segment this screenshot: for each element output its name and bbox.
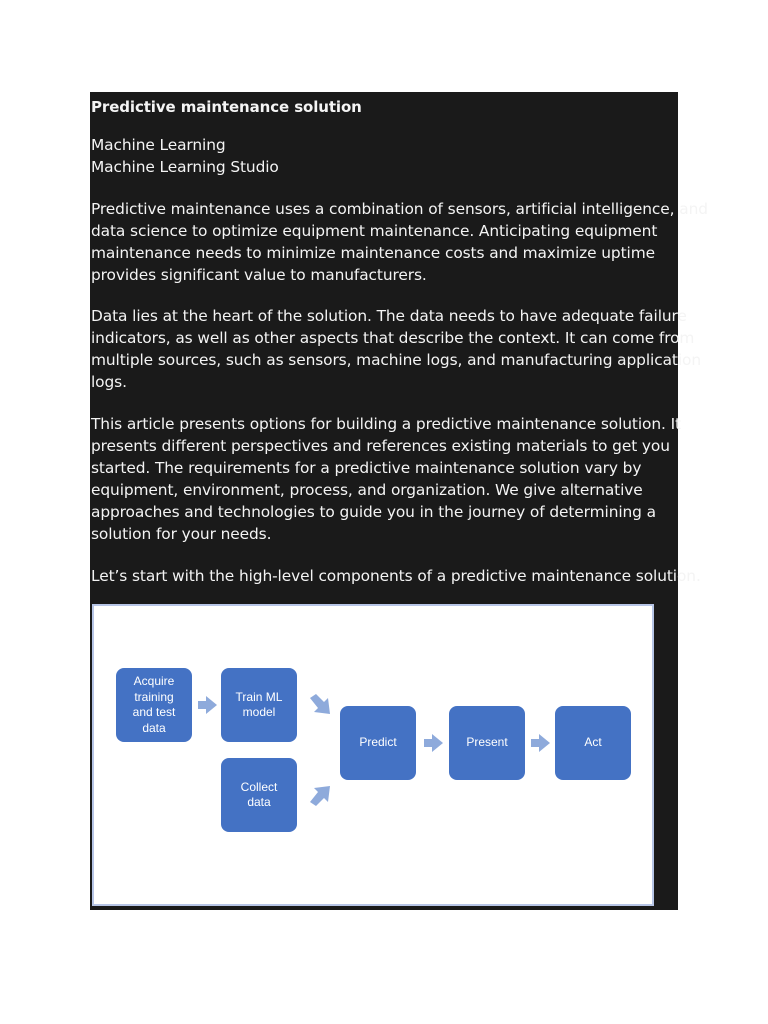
paragraph-line: multiple sources, such as sensors, machine logs, and manufacturing application — [91, 351, 701, 369]
node-collect-data — [221, 758, 297, 832]
paragraph-line: indicators, as well as other aspects that describe the context. It can come from — [91, 329, 695, 347]
arrow-down-right-icon — [308, 692, 334, 718]
paragraph-line: provides significant value to manufacturers. — [91, 266, 427, 284]
category-tag: Machine Learning — [91, 136, 226, 154]
process-diagram — [92, 604, 654, 906]
node-act — [555, 706, 631, 780]
node-label: Acquire — [133, 674, 175, 688]
page-title: Predictive maintenance solution — [91, 98, 362, 116]
node-label: Present — [466, 735, 508, 750]
paragraph-line: Data lies at the heart of the solution. The data needs to have adequate failure — [91, 307, 687, 325]
node-label: Train ML — [235, 689, 283, 704]
node-label: Act — [584, 735, 602, 750]
node-acquire-data — [116, 668, 192, 742]
paragraph-line: This article presents options for building a predictive maintenance solution. It — [91, 415, 681, 433]
paragraph-line: approaches and technologies to guide you in the journey of determining a — [91, 503, 656, 521]
node-present — [449, 706, 525, 780]
paragraph-line: data science to optimize equipment maintenance. Anticipating equipment — [91, 222, 658, 240]
node-label: data — [247, 795, 271, 809]
node-label: and test — [132, 705, 176, 719]
arrow-shaft — [424, 739, 432, 747]
arrow-shaft — [198, 701, 206, 709]
node-label: Collect — [240, 779, 278, 794]
node-label: data — [142, 720, 166, 735]
arrow-up-right-icon — [308, 782, 334, 808]
paragraph-line: started. The requirements for a predictive maintenance solution vary by — [91, 459, 642, 477]
category-tag: Machine Learning Studio — [91, 158, 279, 176]
arrow-right-icon — [432, 734, 443, 752]
paragraph-line: presents different perspectives and references existing materials to get you — [91, 437, 670, 455]
node-train-model — [221, 668, 297, 742]
paragraph-line: Predictive maintenance uses a combination of sensors, artificial intelligence, and — [91, 200, 708, 218]
node-predict — [340, 706, 416, 780]
arrow-right-icon — [206, 696, 217, 714]
node-label: training — [134, 689, 174, 704]
node-label: model — [242, 705, 276, 719]
paragraph-line: maintenance needs to minimize maintenance costs and maximize uptime — [91, 244, 655, 262]
arrow-shaft — [531, 739, 539, 747]
paragraph-line: solution for your needs. — [91, 525, 272, 543]
paragraph-line: Let’s start with the high-level components of a predictive maintenance solution. — [91, 567, 701, 585]
arrow-right-icon — [539, 734, 550, 752]
paragraph-line: equipment, environment, process, and organization. We give alternative — [91, 481, 643, 499]
node-label: Predict — [359, 735, 397, 750]
paragraph-line: logs. — [91, 373, 127, 391]
